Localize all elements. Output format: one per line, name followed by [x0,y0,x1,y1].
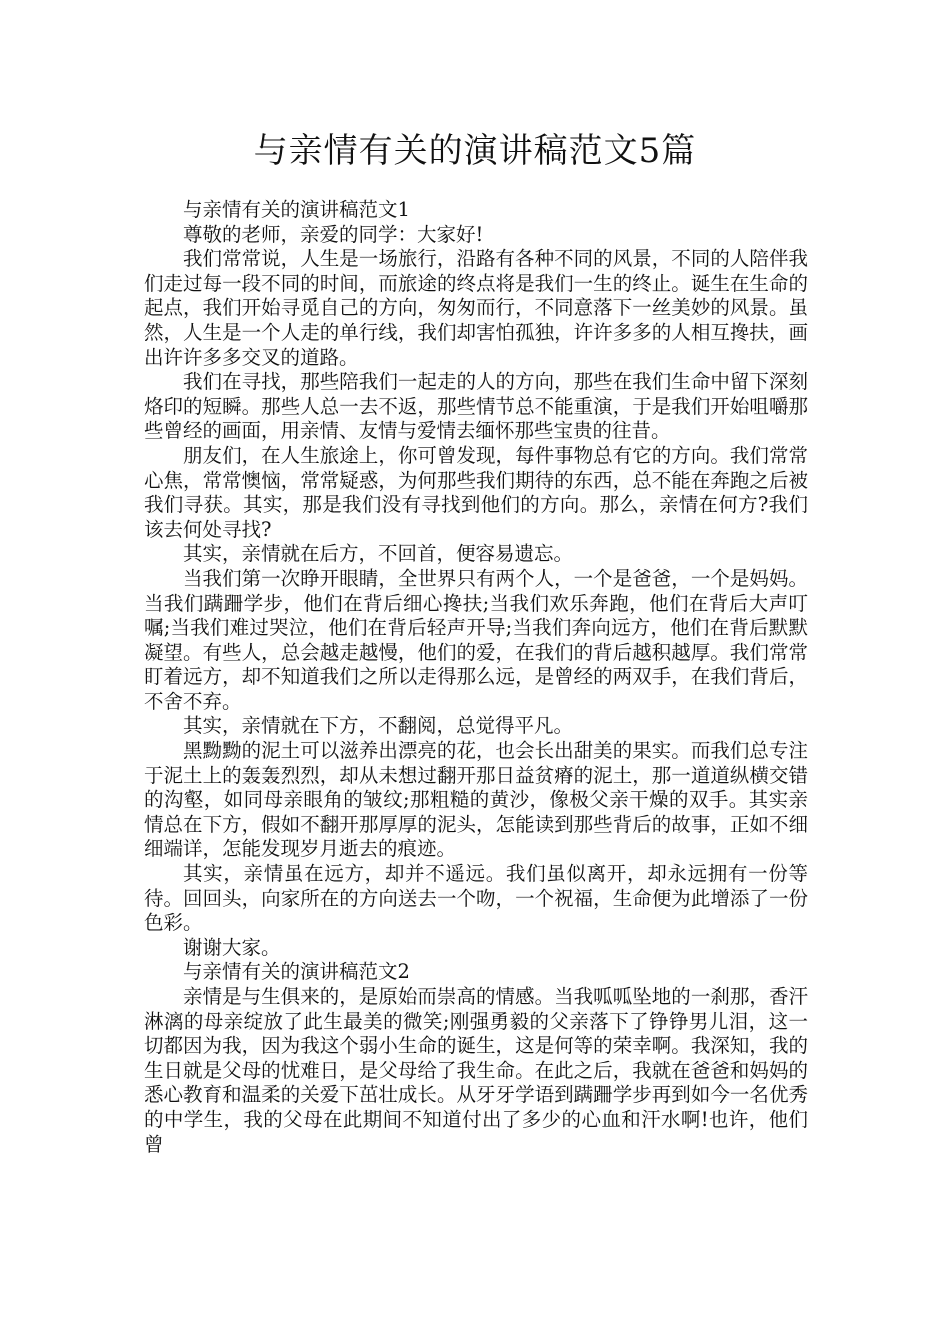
document-body [144,198,808,1157]
greeting-paragraph: 尊敬的老师，亲爱的同学：大家好! [183,222,484,246]
closing-paragraph: 谢谢大家。 [183,935,281,959]
body-paragraph: 亲情是与生俱来的，是原始而崇高的情感。当我呱呱坠地的一刹那，香汗淋漓的母亲绽放了此生最美的微笑;刚强勇毅的父亲落下了铮铮男儿泪，这一切都因为我，因为我这个弱小生命的诞生，这是何等的荣幸啊。我深知，我的生日就是父母的忧难日，是父母给了我生命。在此之后，我就在爸爸和妈妈的悉心教育和温柔的关爱下茁壮成长。从牙牙学语到蹒跚学步再到如今一名优秀的中学生，我的父母在此期间不知道付出了多少的心血和汗水啊!也许，他们曾 [144,985,808,1156]
body-paragraph: 其实，亲情虽在远方，却并不遥远。我们虽似离开，却永远拥有一份等待。回回头，向家所在的方向送去一个吻，一个祝福，生命便为此增添了一份色彩。 [144,862,808,935]
body-paragraph: 其实，亲情就在下方，不翻阅，总觉得平凡。 [183,714,574,738]
document-title: 与亲情有关的演讲稿范文5篇 [253,131,697,171]
body-paragraph: 朋友们，在人生旅途上，你可曾发现，每件事物总有它的方向。我们常常心焦，常常懊恼，常常疑惑，为何那些我们期待的东西，总不能在奔跑之后被我们寻获。其实，那是我们没有寻找到他们的方向。那么，亲情在何方?我们该去何处寻找? [144,443,808,541]
body-paragraph: 我们常常说，人生是一场旅行，沿路有各种不同的风景，不同的人陪伴我们走过每一段不同的时间，而旅途的终点将是我们一生的终止。诞生在生命的起点，我们开始寻觅自己的方向，匆匆而行，不同意落下一丝美妙的风景。虽然，人生是一个人走的单行线，我们却害怕孤独，许许多多的人相互搀扶，画出许许多多交叉的道路。 [144,247,808,369]
section-heading-1: 与亲情有关的演讲稿范文1 [183,198,410,221]
body-paragraph: 我们在寻找，那些陪我们一起走的人的方向，那些在我们生命中留下深刻烙印的短瞬。那些人总一去不返，那些情节总不能重演，于是我们开始咀嚼那些曾经的画面，用亲情、友情与爱情去缅怀那些宝贵的往昔。 [144,370,808,443]
body-paragraph: 其实，亲情就在后方，不回首，便容易遗忘。 [183,542,574,566]
body-paragraph: 当我们第一次睁开眼睛，全世界只有两个人，一个是爸爸，一个是妈妈。当我们蹒跚学步，他们在背后细心搀扶;当我们欢乐奔跑，他们在背后大声叮嘱;当我们难过哭泣，他们在背后轻声开导;当我们奔向远方，他们在背后默默凝望。有些人，总会越走越慢，他们的爱，在我们的背后越积越厚。我们常常盯着远方，却不知道我们之所以走得那么远，是曾经的两双手，在我们背后，不舍不弃。 [144,566,808,713]
section-heading-2: 与亲情有关的演讲稿范文2 [183,960,410,984]
body-paragraph: 黑黝黝的泥土可以滋养出漂亮的花，也会长出甜美的果实。而我们总专注于泥土上的轰轰烈烈，却从未想过翻开那日益贫瘠的泥土，那一道道纵横交错的沟壑，如同母亲眼角的皱纹;那粗糙的黄沙，像极父亲干燥的双手。其实亲情总在下方，假如不翻开那厚厚的泥头，怎能读到那些背后的故事，正如不细细端详，怎能发现岁月逝去的痕迹。 [144,739,808,861]
